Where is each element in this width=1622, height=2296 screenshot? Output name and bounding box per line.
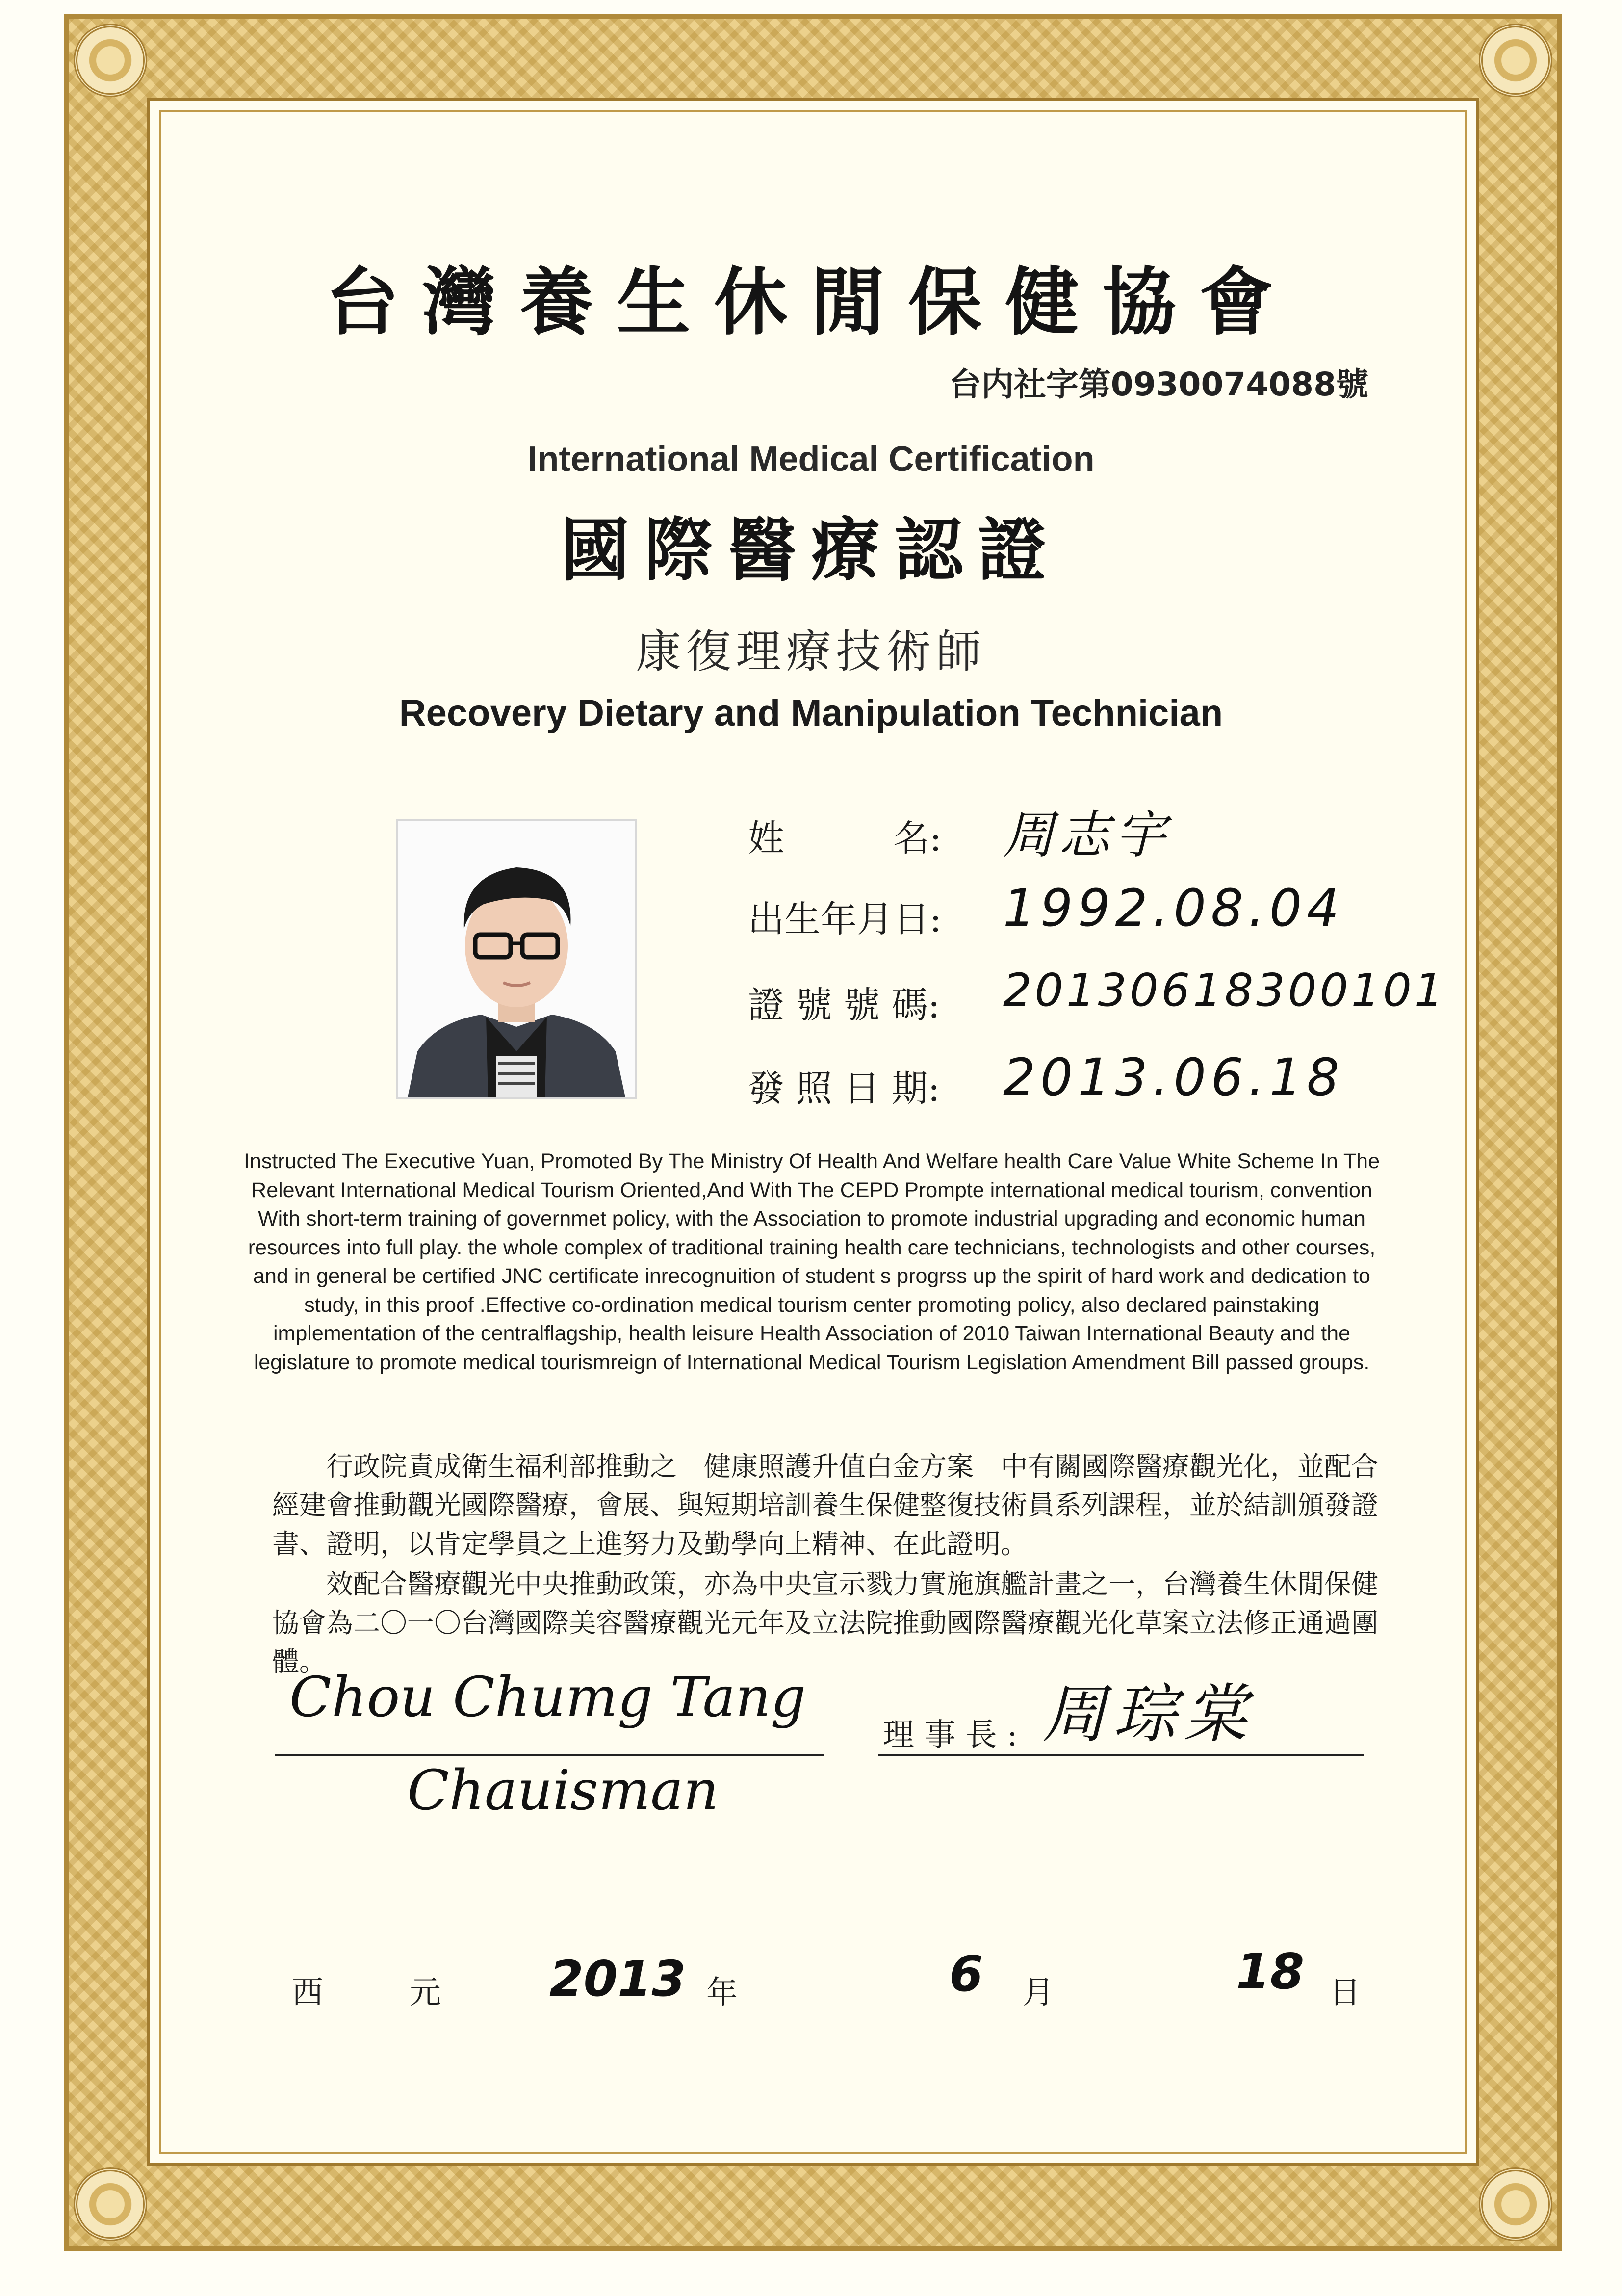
date-year: 2013 <box>549 1950 686 2008</box>
date-year-label: 年 <box>706 1975 738 2011</box>
body-text-chinese-2: 效配合醫療觀光中央推動政策，亦為中央宣示戮力實施旗艦計畫之一，台灣養生休閒保健協會為二〇一〇台灣國際美容醫療觀光元年及立法院推動國際醫療觀光化草案立法修正通過團體。 <box>272 1568 1379 1677</box>
portrait-icon <box>398 821 635 1097</box>
body-text-english: Instructed The Executive Yuan, Promoted By The Ministry Of Health And Welfare health Care Value White Scheme In The Relevant International Medical Tourism Oriented,And With The CEPD Prompte international medical tourism, convention With short-term training of governmet policy, with the Association to promote industrial upgrading and economic human resources into full play. the whole complex of traditional training health care technicians, technologists and other courses, and in general be certified JNC certificate inrecognuition of student s progrss up the spirit of hard work and dedication to study, in this proof .Effective co-ordination medical tourism center promoting policy, also declared painstaking implementation of the centralflagship, health leisure Health Association of 2010 Taiwan International Beauty and the legislature to promote medical tourismreign of International Medical Tourism Legislation Amendment Bill passed groups. <box>243 1149 1380 1374</box>
signature-line-left <box>275 1754 824 1756</box>
corner-ornament-icon <box>1479 2167 1552 2241</box>
body-text-chinese-1: 行政院責成衛生福利部推動之 健康照護升值白金方案 中有關國際醫療觀光化，並配合經建會推動觀光國際醫療，會展、與短期培訓養生保健整復技術員系列課程，並於結訓頒發證書、證明，以肯定學員之上進努力及勤學向上精神、在此證明。 <box>272 1451 1379 1560</box>
registration-number: 台内社字第0930074088號 <box>949 365 1368 403</box>
certificate-number-label: 證 號 號 碼: <box>748 984 940 1026</box>
chairman-title-script: Chauisman <box>407 1759 719 1823</box>
association-name: 台灣養生休閒保健協會 <box>325 259 1297 345</box>
frame-line-inner <box>159 110 1467 2154</box>
date-day-label: 日 <box>1329 1975 1361 2011</box>
date-day: 18 <box>1236 1943 1305 2000</box>
corner-ornament-icon <box>1479 24 1552 97</box>
issue-date-value: 2013.06.18 <box>1003 1047 1344 1107</box>
birthdate-label: 出生年月日: <box>748 898 942 940</box>
chairman-label: 理 事 長 : <box>883 1717 1018 1753</box>
name-label: 姓 名: <box>748 817 942 860</box>
name-value: 周志宇 <box>1003 805 1171 865</box>
chairman-signature-cn: 周琮棠 <box>1042 1677 1255 1751</box>
holder-photo <box>396 819 637 1099</box>
date-month-label: 月 <box>1023 1975 1054 2011</box>
corner-ornament-icon <box>74 2167 147 2241</box>
chairman-signature-script: Chou Chumg Tang <box>289 1666 806 1729</box>
profession-title-en: Recovery Dietary and Manipulation Technician <box>399 692 1223 734</box>
issue-date-label: 發 照 日 期: <box>748 1068 940 1110</box>
corner-ornament-icon <box>74 24 147 97</box>
profession-title-cn: 康復理療技術師 <box>636 626 986 678</box>
date-era-label-1: 西 <box>292 1975 323 2011</box>
certificate-title-cn: 國際醫療認證 <box>561 510 1061 591</box>
birthdate-value: 1992.08.04 <box>1003 878 1344 938</box>
date-era-label-2: 元 <box>410 1975 441 2011</box>
signature-line-right <box>878 1754 1364 1756</box>
certificate-title-en: International Medical Certification <box>527 440 1095 479</box>
date-month: 6 <box>949 1945 983 2003</box>
certificate-number-value: 20130618300101 <box>1003 964 1446 1017</box>
